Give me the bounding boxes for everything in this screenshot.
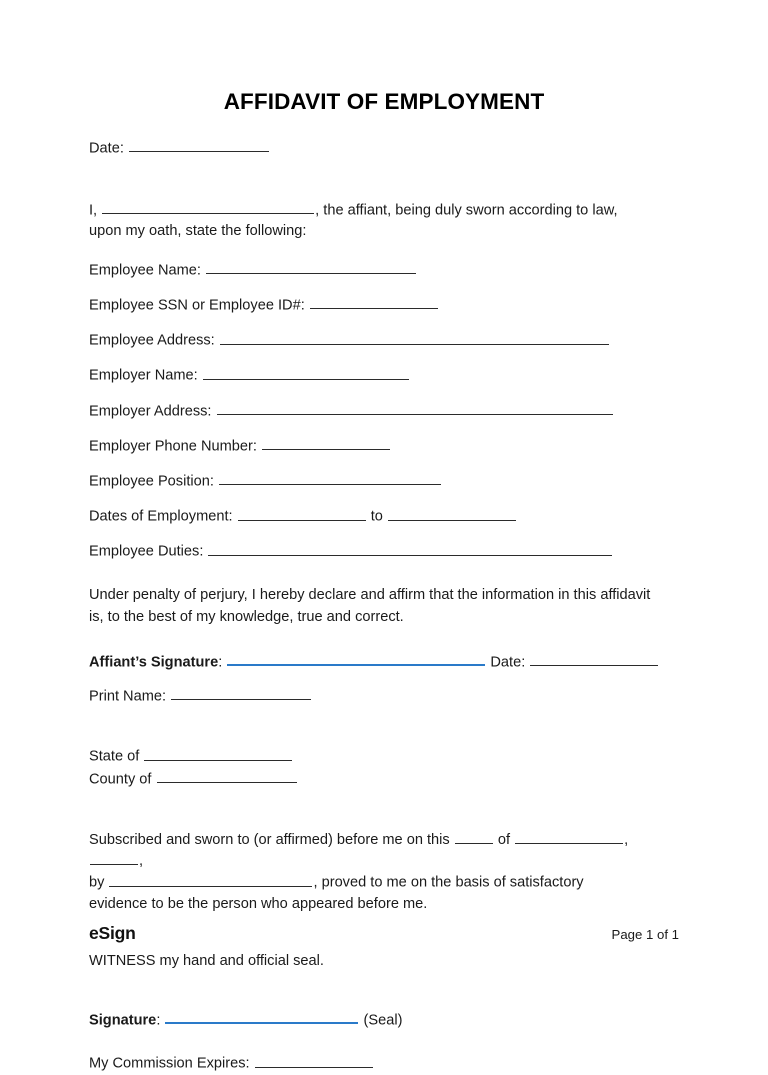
notary-signature-label: Signature: [89, 1012, 157, 1028]
field-label: Dates of Employment:: [89, 508, 233, 525]
sworn-end: ,: [139, 852, 144, 869]
field-label: Employer Phone Number:: [89, 438, 257, 455]
county-row: [89, 769, 679, 791]
field-label: Employee Address:: [89, 332, 215, 349]
notary-signature-row: [89, 1009, 679, 1032]
perjury-line2: is, to the best of my knowledge, true and correct.: [89, 608, 404, 625]
employee-ssn-input[interactable]: [310, 295, 438, 309]
commission-expires-input[interactable]: [255, 1053, 373, 1067]
field-employee-name: [89, 260, 679, 282]
sworn-by-label: by: [89, 874, 105, 891]
field-label: Employee SSN or Employee ID#:: [89, 297, 305, 314]
sworn-of-label: of: [497, 831, 510, 848]
date-row: [89, 138, 679, 160]
notary-sworn-statement: [89, 830, 679, 916]
field-employer-address: [89, 401, 679, 423]
employee-name-input[interactable]: [206, 260, 416, 274]
field-label: Employer Name:: [89, 367, 198, 384]
employer-address-input[interactable]: [217, 401, 613, 415]
state-label: State of: [89, 748, 140, 765]
affiant-signature-label: Affiant’s Signature: [89, 654, 219, 671]
field-employee-duties: [89, 541, 679, 563]
employer-name-input[interactable]: [203, 365, 409, 379]
county-label: County of: [89, 771, 152, 788]
field-employee-position: [89, 471, 679, 493]
employment-end-input[interactable]: [388, 506, 516, 520]
perjury-statement: [89, 585, 679, 628]
employer-phone-input[interactable]: [262, 436, 390, 450]
sworn-part1: Subscribed and sworn to (or affirmed) before me on this: [89, 831, 450, 848]
sworn-day-input[interactable]: [455, 831, 493, 844]
field-employer-phone: [89, 436, 679, 458]
field-employer-name: [89, 365, 679, 387]
date-label: Date:: [89, 140, 124, 157]
print-name-row: [89, 686, 679, 708]
print-name-label: Print Name:: [89, 687, 167, 704]
sworn-month-input[interactable]: [515, 831, 623, 844]
field-label: Employer Address:: [89, 403, 212, 420]
esign-logo: eSign: [89, 923, 136, 943]
print-name-input[interactable]: [171, 686, 311, 700]
intro-paragraph: [89, 200, 679, 243]
field-dates-of-employment: [89, 506, 679, 528]
sworn-year-input[interactable]: [90, 852, 138, 865]
notary-signature-colon: :: [156, 1012, 161, 1028]
sworn-by-input[interactable]: [109, 872, 312, 886]
fields-group: [89, 260, 679, 563]
sworn-comma: ,: [624, 831, 629, 848]
page-number: Page 1 of 1: [611, 927, 679, 942]
page-footer: [89, 923, 679, 944]
employment-start-input[interactable]: [238, 506, 366, 520]
employee-duties-input[interactable]: [208, 541, 612, 555]
field-label: Employee Duties:: [89, 543, 204, 560]
affiant-date-input[interactable]: [530, 652, 658, 666]
employee-address-input[interactable]: [220, 330, 609, 344]
affiant-date-label: Date:: [490, 654, 526, 671]
perjury-line1: Under penalty of perjury, I hereby declare and affirm that the information in this affidavit: [89, 587, 651, 604]
intro-after-blank: , the affiant, being duly sworn according to law,: [315, 202, 618, 219]
field-label: Employee Name:: [89, 262, 201, 279]
witness-statement: WITNESS my hand and official seal.: [89, 953, 324, 970]
page-title: AFFIDAVIT OF EMPLOYMENT: [223, 89, 545, 114]
state-input[interactable]: [144, 746, 292, 760]
affiant-name-input[interactable]: [102, 200, 314, 214]
commission-expires-row: [89, 1053, 679, 1075]
state-row: [89, 746, 679, 768]
sworn-by-rest: , proved to me on the basis of satisfactory: [313, 874, 584, 891]
seal-label: (Seal): [363, 1012, 403, 1028]
field-employee-ssn: [89, 295, 679, 317]
field-label: Employee Position:: [89, 473, 214, 490]
intro-line2: upon my oath, state the following:: [89, 223, 307, 240]
dates-separator-label: to: [370, 508, 383, 525]
affiant-signature-input[interactable]: [227, 651, 485, 666]
field-employee-address: [89, 330, 679, 352]
affiant-signature-row: [89, 651, 679, 674]
sworn-line3: evidence to be the person who appeared before me.: [89, 895, 428, 912]
commission-expires-label: My Commission Expires:: [89, 1055, 250, 1072]
notary-signature-input[interactable]: [165, 1009, 358, 1024]
date-input[interactable]: [129, 138, 269, 152]
county-input[interactable]: [157, 769, 297, 783]
document-body: [89, 0, 679, 1075]
intro-lead: I,: [89, 202, 98, 219]
affiant-signature-colon: :: [218, 654, 223, 671]
employee-position-input[interactable]: [219, 471, 441, 485]
